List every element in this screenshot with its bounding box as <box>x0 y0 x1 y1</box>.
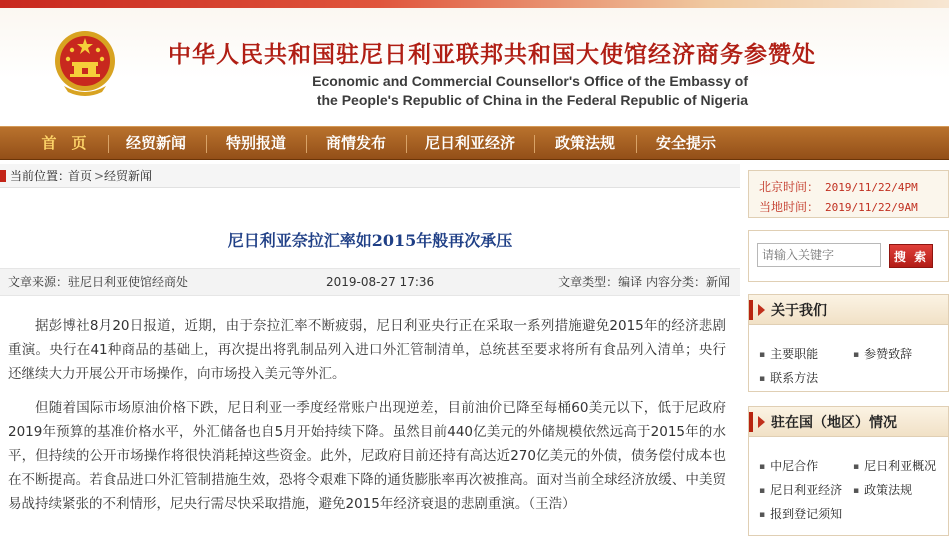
local-time-value: 2019/11/22/9AM <box>825 201 918 214</box>
triangle-arrow-icon <box>758 416 765 428</box>
link-counsellor-speech[interactable]: ▪ 参赞致辞 <box>853 345 912 362</box>
site-header <box>0 8 949 126</box>
section-bar-icon <box>749 300 753 320</box>
nav-divider <box>306 135 307 153</box>
link-registration-notice[interactable]: ▪ 报到登记须知 <box>759 505 842 522</box>
country-info-panel <box>748 406 949 536</box>
national-emblem-icon <box>52 28 118 98</box>
country-info-header <box>749 407 948 437</box>
nav-special-reports[interactable]: 特别报道 <box>225 134 286 152</box>
section-bar-icon <box>749 412 753 432</box>
country-info-title: 驻在国（地区）情况 <box>771 415 897 431</box>
nav-divider <box>108 135 109 153</box>
link-contact[interactable]: ▪ 联系方法 <box>759 369 818 386</box>
breadcrumb-current[interactable]: 经贸新闻 <box>104 169 153 183</box>
local-time-label: 当地时间： <box>759 200 820 214</box>
link-nigeria-economy[interactable]: ▪ 尼日利亚经济 <box>759 481 842 498</box>
triangle-arrow-icon <box>758 304 765 316</box>
time-panel <box>748 170 949 218</box>
nav-trade-news[interactable]: 经贸新闻 <box>125 134 186 152</box>
about-us-title: 关于我们 <box>771 303 827 319</box>
site-title-en-line1: Economic and Commercial Counsellor's Office of the Embassy of <box>312 73 748 89</box>
search-panel <box>748 230 949 282</box>
beijing-time-label: 北京时间： <box>759 180 820 194</box>
nav-divider <box>636 135 637 153</box>
nav-divider <box>406 135 407 153</box>
breadcrumb-marker-icon <box>0 170 6 182</box>
article-title: 尼日利亚奈拉汇率如2015年般再次承压 <box>227 231 513 250</box>
breadcrumb-separator: > <box>94 169 105 183</box>
about-us-header <box>749 295 948 325</box>
nav-business-info[interactable]: 商情发布 <box>325 134 386 152</box>
link-policies[interactable]: ▪ 政策法规 <box>853 481 912 498</box>
beijing-time-value: 2019/11/22/4PM <box>825 181 918 194</box>
site-title-cn: 中华人民共和国驻尼日利亚联邦共和国大使馆经济商务参赞处 <box>168 41 816 68</box>
search-input[interactable] <box>757 243 881 267</box>
local-time-row <box>759 198 918 215</box>
article-body <box>8 314 726 526</box>
breadcrumb <box>0 164 740 188</box>
article-source: 文章来源：驻尼日利亚使馆经商处 <box>8 275 189 289</box>
nav-nigeria-economy[interactable]: 尼日利亚经济 <box>424 134 515 152</box>
article-paragraph: 但随着国际市场原油价格下跌，尼日利亚一季度经常账户出现逆差，目前油价已降至每桶60美元以下，低于尼政府2019年预算的基准价格水平，外汇储备也自5月开始持续下降。虽然目前440亿美元的外储规模依然远高于2015年的水平，但持续的公开市场操作将很快消耗掉这些资金。此外，尼政府目前还持有高达近270亿美元的外债，债务偿付成本也在不断提高。若食品进口外汇管制措施生效，恐将令艰难下降的通货膨胀率再次被推高。面对当前全球经济放缓、中美贸易战持续紧张的不利情形，尼央行需尽快采取措施，避免2015年经济衰退的悲剧重演。（王浩） <box>8 400 726 512</box>
article-paragraph: 据彭博社8月20日报道，近期，由于奈拉汇率不断疲弱，尼日利亚央行正在采取一系列措施避免2015年的经济悲剧重演。央行在41种商品的基础上，再次提出将乳制品列入进口外汇管制清单，总统甚至要求将所有食品列入清单；央行还继续大力开展公开市场操作，向市场投入美元等外汇。 <box>8 318 726 382</box>
beijing-time-row <box>759 178 918 195</box>
about-us-panel <box>748 294 949 392</box>
site-title-en <box>270 72 748 110</box>
link-china-nigeria-cooperation[interactable]: ▪ 中尼合作 <box>759 457 818 474</box>
nav-home[interactable]: 首 页 <box>41 134 87 152</box>
site-title-en-line2: the People's Republic of China in the Federal Republic of Nigeria <box>316 92 748 108</box>
article-meta <box>0 268 740 296</box>
breadcrumb-label: 当前位置： <box>10 169 71 183</box>
top-decor-strip <box>0 0 949 8</box>
link-nigeria-overview[interactable]: ▪ 尼日利亚概况 <box>853 457 936 474</box>
search-button[interactable]: 搜 索 <box>889 244 933 268</box>
nav-divider <box>534 135 535 153</box>
breadcrumb-home-link[interactable]: 首页 <box>68 169 93 183</box>
article-date: 2019-08-27 17:36 <box>326 275 435 289</box>
nav-policies[interactable]: 政策法规 <box>554 134 615 152</box>
article-type: 文章类型：编译 内容分类：新闻 <box>558 275 730 289</box>
nav-safety-tips[interactable]: 安全提示 <box>655 134 716 152</box>
main-nav <box>0 126 949 160</box>
nav-divider <box>206 135 207 153</box>
link-main-functions[interactable]: ▪ 主要职能 <box>759 345 818 362</box>
